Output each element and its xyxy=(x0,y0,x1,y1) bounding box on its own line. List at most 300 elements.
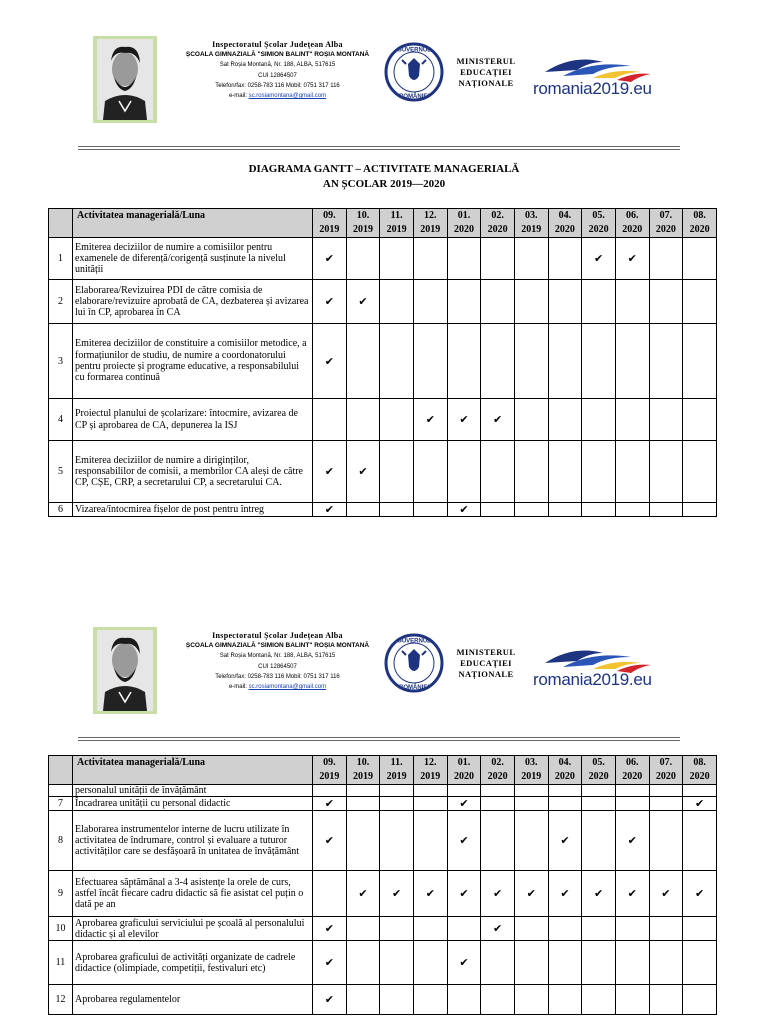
empty-cell xyxy=(649,441,683,503)
activity-description: Aprobarea graficului serviciului pe școală al personalului didactic și al elevilor xyxy=(73,917,313,941)
empty-cell xyxy=(582,441,616,503)
school-cui: CUI 12864507 xyxy=(258,72,297,79)
check-mark-cell: ✔ xyxy=(346,871,380,917)
empty-cell xyxy=(649,503,683,517)
month-year: 2019 xyxy=(420,224,441,235)
month-year: 2019 xyxy=(319,224,340,235)
month-header xyxy=(447,756,481,785)
check-mark-cell: ✔ xyxy=(346,441,380,503)
month-number: 10. xyxy=(356,210,370,221)
table-row xyxy=(49,399,717,441)
school-info xyxy=(160,40,395,101)
month-number: 12. xyxy=(424,210,437,221)
check-mark-cell: ✔ xyxy=(683,797,717,811)
ministry-line-3-2: NAȚIONALE xyxy=(458,669,514,679)
row-number: 5 xyxy=(49,441,73,503)
month-header xyxy=(380,209,414,238)
empty-cell xyxy=(683,941,717,985)
month-year: 2020 xyxy=(588,224,609,235)
empty-cell xyxy=(615,503,649,517)
row-number: 12 xyxy=(49,985,73,1015)
inspectorate-name-2: Inspectoratul Școlar Județean Alba xyxy=(212,631,343,640)
empty-cell xyxy=(683,785,717,797)
empty-cell xyxy=(413,441,447,503)
month-year: 2020 xyxy=(689,771,710,782)
month-header xyxy=(615,756,649,785)
check-mark-cell: ✔ xyxy=(313,917,347,941)
check-mark-cell: ✔ xyxy=(683,871,717,917)
empty-cell xyxy=(514,941,548,985)
empty-cell xyxy=(346,324,380,399)
header-divider-p2 xyxy=(78,737,680,738)
empty-cell xyxy=(413,785,447,797)
table-row xyxy=(49,797,717,811)
month-year: 2019 xyxy=(319,771,340,782)
empty-cell xyxy=(582,985,616,1015)
check-mark-cell: ✔ xyxy=(481,871,515,917)
gantt-table-page-1 xyxy=(48,208,717,517)
check-mark-cell: ✔ xyxy=(481,917,515,941)
month-number: 07. xyxy=(659,210,673,221)
month-number: 06. xyxy=(625,757,639,768)
empty-cell xyxy=(683,985,717,1015)
month-header xyxy=(380,756,414,785)
header-divider-p2-2 xyxy=(78,740,680,741)
table-row xyxy=(49,238,717,280)
empty-cell xyxy=(649,941,683,985)
empty-cell xyxy=(514,503,548,517)
month-number: 07. xyxy=(659,757,673,768)
nr-header xyxy=(49,209,73,238)
empty-cell xyxy=(447,441,481,503)
empty-cell xyxy=(582,917,616,941)
empty-cell xyxy=(649,238,683,280)
email-link-2[interactable]: sc.rosiamontana@gmail.com xyxy=(248,684,327,691)
empty-cell xyxy=(683,324,717,399)
row-number: 8 xyxy=(49,811,73,871)
empty-cell xyxy=(380,797,414,811)
empty-cell xyxy=(649,811,683,871)
empty-cell xyxy=(514,441,548,503)
empty-cell xyxy=(447,324,481,399)
empty-cell xyxy=(481,785,515,797)
ministry-name xyxy=(452,56,520,89)
activity-description: Aprobarea regulamentelor xyxy=(73,985,313,1015)
check-mark-cell: ✔ xyxy=(447,797,481,811)
empty-cell xyxy=(615,797,649,811)
empty-cell xyxy=(582,280,616,324)
month-year: 2020 xyxy=(622,771,643,782)
month-number: 04. xyxy=(558,210,572,221)
empty-cell xyxy=(548,941,582,985)
empty-cell xyxy=(380,917,414,941)
empty-cell xyxy=(615,941,649,985)
month-number: 04. xyxy=(558,757,572,768)
empty-cell xyxy=(380,941,414,985)
month-header xyxy=(313,209,347,238)
check-mark-cell: ✔ xyxy=(313,797,347,811)
school-address-2: Sat Roșia Montană, Nr. 188, ALBA, 517615 xyxy=(219,653,336,660)
check-mark-cell: ✔ xyxy=(514,871,548,917)
check-mark-cell: ✔ xyxy=(313,811,347,871)
header-divider-2 xyxy=(78,149,680,150)
activity-header-2: Activitatea managerială/Luna xyxy=(73,756,313,785)
empty-cell xyxy=(548,785,582,797)
table-row xyxy=(49,280,717,324)
month-header xyxy=(346,756,380,785)
month-header xyxy=(548,209,582,238)
month-year: 2019 xyxy=(521,771,542,782)
check-mark-cell: ✔ xyxy=(447,871,481,917)
portrait-image xyxy=(93,36,157,123)
check-mark-cell: ✔ xyxy=(447,811,481,871)
empty-cell xyxy=(683,399,717,441)
month-number: 09. xyxy=(323,757,336,768)
month-header xyxy=(346,209,380,238)
school-cui-2: CUI 12864507 xyxy=(258,663,297,670)
empty-cell xyxy=(413,280,447,324)
continuation-row xyxy=(49,785,717,797)
empty-cell xyxy=(582,503,616,517)
month-number: 01. xyxy=(457,210,471,221)
row-number: 7 xyxy=(49,797,73,811)
empty-cell xyxy=(615,985,649,1015)
empty-cell xyxy=(615,280,649,324)
ministry-line-2-2: EDUCAȚIEI xyxy=(460,658,512,668)
check-mark-cell: ✔ xyxy=(615,811,649,871)
check-mark-cell: ✔ xyxy=(346,280,380,324)
empty-cell xyxy=(582,324,616,399)
school-address: Sat Roșia Montană, Nr. 188, ALBA, 517615 xyxy=(219,62,336,69)
gantt-body-page-2 xyxy=(49,785,717,1015)
ministry-line-3: NAȚIONALE xyxy=(458,78,514,88)
row-number: 10 xyxy=(49,917,73,941)
empty-cell xyxy=(413,324,447,399)
gantt-table-page-2 xyxy=(48,755,717,1015)
government-seal-icon-2 xyxy=(384,633,444,693)
month-header xyxy=(615,209,649,238)
empty-cell xyxy=(514,324,548,399)
empty-cell xyxy=(548,324,582,399)
empty-cell xyxy=(548,985,582,1015)
month-number: 03. xyxy=(525,210,538,221)
row-number: 9 xyxy=(49,871,73,917)
month-header xyxy=(683,756,717,785)
empty-cell xyxy=(346,785,380,797)
month-year: 2019 xyxy=(352,224,373,235)
empty-cell xyxy=(481,797,515,811)
empty-cell xyxy=(481,324,515,399)
empty-cell xyxy=(447,238,481,280)
check-mark-cell: ✔ xyxy=(413,399,447,441)
empty-cell xyxy=(649,280,683,324)
romania2019-text: romania2019.eu xyxy=(533,79,652,98)
empty-cell xyxy=(548,441,582,503)
empty-cell xyxy=(683,441,717,503)
table-row xyxy=(49,441,717,503)
empty-cell xyxy=(346,811,380,871)
empty-cell xyxy=(313,785,347,797)
nr-header-2 xyxy=(49,756,73,785)
empty-cell xyxy=(346,941,380,985)
empty-cell xyxy=(683,280,717,324)
empty-cell xyxy=(413,238,447,280)
empty-cell xyxy=(413,503,447,517)
empty-cell xyxy=(548,797,582,811)
activity-description: personalul unității de învățământ xyxy=(73,785,313,797)
month-number: 05. xyxy=(592,757,605,768)
title-line-2: AN ȘCOLAR 2019—2020 xyxy=(322,178,446,190)
ministry-line-1: MINISTERUL xyxy=(456,56,516,66)
ministry-line-1-2: MINISTERUL xyxy=(456,647,516,657)
month-year: 2020 xyxy=(689,224,710,235)
check-mark-cell: ✔ xyxy=(615,871,649,917)
month-year: 2019 xyxy=(352,771,373,782)
empty-cell xyxy=(649,797,683,811)
month-number: 05. xyxy=(592,210,605,221)
month-year: 2020 xyxy=(487,771,508,782)
table-header-row xyxy=(49,209,717,238)
check-mark-cell: ✔ xyxy=(313,238,347,280)
empty-cell xyxy=(683,238,717,280)
empty-cell xyxy=(380,238,414,280)
empty-cell xyxy=(447,985,481,1015)
table-row xyxy=(49,324,717,399)
empty-cell xyxy=(346,917,380,941)
gantt-body-page-1 xyxy=(49,238,717,517)
check-mark-cell: ✔ xyxy=(380,871,414,917)
month-header xyxy=(649,209,683,238)
check-mark-cell: ✔ xyxy=(447,503,481,517)
month-header xyxy=(548,756,582,785)
month-number: 09. xyxy=(323,210,336,221)
empty-cell xyxy=(548,503,582,517)
empty-cell xyxy=(313,399,347,441)
table-header-row-2 xyxy=(49,756,717,785)
inspectorate-name: Inspectoratul Școlar Județean Alba xyxy=(212,40,343,49)
month-year: 2019 xyxy=(386,771,407,782)
empty-cell xyxy=(447,785,481,797)
month-header xyxy=(649,756,683,785)
empty-cell xyxy=(380,324,414,399)
month-header xyxy=(413,209,447,238)
empty-cell xyxy=(683,811,717,871)
empty-cell xyxy=(582,399,616,441)
table-row xyxy=(49,811,717,871)
school-info-2 xyxy=(160,631,395,692)
check-mark-cell: ✔ xyxy=(447,941,481,985)
check-mark-cell: ✔ xyxy=(615,238,649,280)
activity-description: Proiectul planului de școlarizare: întocmire, avizarea de CP și aprobarea de CA, depunerea la ISJ xyxy=(73,399,313,441)
month-year: 2020 xyxy=(554,771,575,782)
check-mark-cell: ✔ xyxy=(313,324,347,399)
empty-cell xyxy=(649,324,683,399)
school-email-line-2 xyxy=(160,682,395,692)
ministry-line-2: EDUCAȚIEI xyxy=(460,67,512,77)
month-year: 2020 xyxy=(588,771,609,782)
check-mark-cell: ✔ xyxy=(582,871,616,917)
month-year: 2020 xyxy=(622,224,643,235)
month-header xyxy=(413,756,447,785)
empty-cell xyxy=(514,811,548,871)
month-header xyxy=(514,209,548,238)
empty-cell xyxy=(649,399,683,441)
empty-cell xyxy=(413,797,447,811)
school-phone: Telefon/fax: 0258-783 116 Mobil: 0751 317 116 xyxy=(215,82,340,89)
empty-cell xyxy=(514,917,548,941)
page-gap xyxy=(0,540,768,600)
table-row xyxy=(49,941,717,985)
check-mark-cell: ✔ xyxy=(313,280,347,324)
month-year: 2020 xyxy=(487,224,508,235)
school-email-line xyxy=(160,91,395,101)
page-2 xyxy=(0,600,768,1024)
empty-cell xyxy=(548,280,582,324)
month-header xyxy=(582,756,616,785)
empty-cell xyxy=(413,811,447,871)
empty-cell xyxy=(481,441,515,503)
empty-cell xyxy=(514,985,548,1015)
email-link[interactable]: sc.rosiamontana@gmail.com xyxy=(248,93,327,100)
row-number xyxy=(49,785,73,797)
empty-cell xyxy=(615,917,649,941)
empty-cell xyxy=(380,399,414,441)
activity-description: Efectuarea săptămânal a 3-4 asistențe la orele de curs, astfel încât fiecare cadru didactic să fie asistat cel puțin o dată pe an xyxy=(73,871,313,917)
empty-cell xyxy=(413,941,447,985)
empty-cell xyxy=(649,785,683,797)
school-name: ȘCOALA GIMNAZIALĂ "SIMION BALINT" ROȘIA MONTANĂ xyxy=(185,51,370,59)
month-number: 06. xyxy=(625,210,639,221)
month-header xyxy=(481,756,515,785)
row-number: 3 xyxy=(49,324,73,399)
row-number: 1 xyxy=(49,238,73,280)
month-year: 2019 xyxy=(420,771,441,782)
month-header xyxy=(447,209,481,238)
row-number: 11 xyxy=(49,941,73,985)
month-header xyxy=(683,209,717,238)
empty-cell xyxy=(481,941,515,985)
activity-header: Activitatea managerială/Luna xyxy=(73,209,313,238)
seal-text-bottom: ROMÂNIEI xyxy=(399,94,429,100)
activity-description: Vizarea/întocmirea fișelor de post pentru întreg xyxy=(73,503,313,517)
romania2019-text-2: romania2019.eu xyxy=(533,670,652,689)
check-mark-cell: ✔ xyxy=(313,441,347,503)
check-mark-cell: ✔ xyxy=(548,811,582,871)
activity-description: Elaborarea/Revizuirea PDI de către comisia de elaborare/revizuire aprobată de CA, dezbaterea și avizarea lui în CP, aprobarea în CA xyxy=(73,280,313,324)
activity-description: Aprobarea graficului de activități organizate de cadrele didactice (olimpiade, competiții, festivaluri etc) xyxy=(73,941,313,985)
check-mark-cell: ✔ xyxy=(313,503,347,517)
empty-cell xyxy=(481,985,515,1015)
empty-cell xyxy=(683,503,717,517)
empty-cell xyxy=(615,399,649,441)
table-row xyxy=(49,917,717,941)
email-label: e-mail: xyxy=(228,93,249,100)
month-year: 2019 xyxy=(521,224,542,235)
seal-text-top-2: GUVERNUL xyxy=(397,638,431,645)
empty-cell xyxy=(413,985,447,1015)
empty-cell xyxy=(380,785,414,797)
month-header xyxy=(582,209,616,238)
month-year: 2019 xyxy=(386,224,407,235)
month-number: 08. xyxy=(693,210,706,221)
empty-cell xyxy=(481,238,515,280)
activity-description: Emiterea deciziilor de numire a comisiilor pentru examenele de diferență/corigență susținute la nivelul unității xyxy=(73,238,313,280)
month-header xyxy=(514,756,548,785)
month-number: 01. xyxy=(457,757,471,768)
empty-cell xyxy=(346,985,380,1015)
empty-cell xyxy=(380,811,414,871)
month-number: 11. xyxy=(390,210,403,221)
month-number: 08. xyxy=(693,757,706,768)
empty-cell xyxy=(683,917,717,941)
empty-cell xyxy=(481,280,515,324)
empty-cell xyxy=(447,917,481,941)
month-header xyxy=(313,756,347,785)
month-year: 2020 xyxy=(453,224,474,235)
email-label-2: e-mail: xyxy=(228,684,249,691)
month-number: 12. xyxy=(424,757,437,768)
row-number: 4 xyxy=(49,399,73,441)
empty-cell xyxy=(380,985,414,1015)
empty-cell xyxy=(514,280,548,324)
header-divider xyxy=(78,146,680,147)
activity-description: Încadrarea unității cu personal didactic xyxy=(73,797,313,811)
empty-cell xyxy=(514,797,548,811)
activity-description: Elaborarea instrumentelor interne de lucru utilizate în activitatea de îndrumare, control și evaluare a tuturor activităților care se desfășoară în unitatea de învățământ xyxy=(73,811,313,871)
month-number: 02. xyxy=(491,757,504,768)
month-number: 10. xyxy=(356,757,370,768)
portrait-image-2 xyxy=(93,627,157,714)
empty-cell xyxy=(346,503,380,517)
table-row xyxy=(49,503,717,517)
row-number: 6 xyxy=(49,503,73,517)
empty-cell xyxy=(346,399,380,441)
document-title xyxy=(0,162,768,192)
check-mark-cell: ✔ xyxy=(447,399,481,441)
empty-cell xyxy=(582,797,616,811)
empty-cell xyxy=(346,797,380,811)
activity-description: Emiterea deciziilor de numire a diriginților, responsabililor de comisii, a membrilor CA aleși de către CP, CȘE, CRP, a secretarului CP, a secretarului CA. xyxy=(73,441,313,503)
empty-cell xyxy=(514,785,548,797)
empty-cell xyxy=(548,917,582,941)
government-seal-icon xyxy=(384,42,444,102)
empty-cell xyxy=(649,917,683,941)
school-phone-2: Telefon/fax: 0258-783 116 Mobil: 0751 317 116 xyxy=(215,673,340,680)
month-number: 02. xyxy=(491,210,504,221)
empty-cell xyxy=(346,238,380,280)
empty-cell xyxy=(514,238,548,280)
month-year: 2020 xyxy=(655,771,676,782)
empty-cell xyxy=(615,785,649,797)
empty-cell xyxy=(582,941,616,985)
seal-text-bottom-2: ROMÂNIEI xyxy=(399,685,429,691)
month-year: 2020 xyxy=(655,224,676,235)
empty-cell xyxy=(313,871,347,917)
month-header xyxy=(481,209,515,238)
check-mark-cell: ✔ xyxy=(548,871,582,917)
month-number: 11. xyxy=(390,757,403,768)
check-mark-cell: ✔ xyxy=(582,238,616,280)
empty-cell xyxy=(649,985,683,1015)
empty-cell xyxy=(380,280,414,324)
empty-cell xyxy=(380,441,414,503)
month-number: 03. xyxy=(525,757,538,768)
check-mark-cell: ✔ xyxy=(649,871,683,917)
empty-cell xyxy=(481,811,515,871)
letterhead xyxy=(0,0,768,145)
empty-cell xyxy=(548,238,582,280)
empty-cell xyxy=(582,785,616,797)
